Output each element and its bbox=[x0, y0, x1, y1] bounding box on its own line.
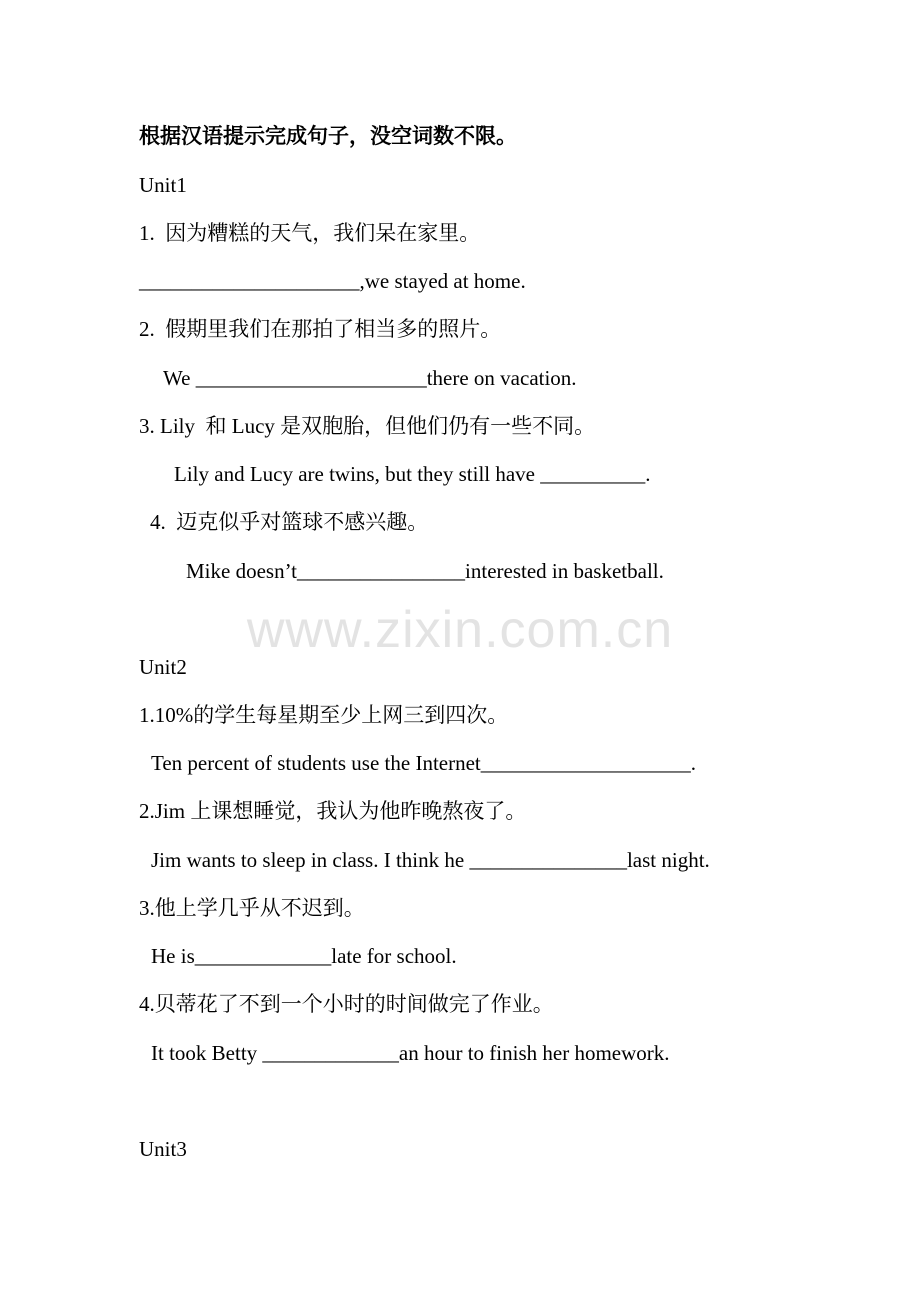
watermark: www.zixin.com.cn bbox=[246, 601, 674, 659]
unit1-q3-chinese: 3. Lily 和 Lucy 是双胞胎，但他们仍有一些不同。 bbox=[139, 414, 596, 438]
unit2-heading: Unit2 bbox=[139, 655, 187, 679]
unit2-q4-english: It took Betty _____________an hour to finish her homework. bbox=[151, 1041, 670, 1065]
unit2-q1-chinese: 1.10%的学生每星期至少上网三到四次。 bbox=[139, 703, 509, 727]
unit1-q3-english: Lily and Lucy are twins, but they still have __________. bbox=[174, 462, 651, 486]
unit2-q2-chinese: 2.Jim 上课想睡觉，我认为他昨晚熬夜了。 bbox=[139, 799, 527, 823]
unit1-q4-english: Mike doesn’t________________interested in basketball. bbox=[186, 559, 664, 583]
unit1-q2-english: We ______________________there on vacation. bbox=[163, 366, 577, 390]
unit2-q3-chinese: 3.他上学几乎从不迟到。 bbox=[139, 896, 365, 920]
unit2-q1-english: Ten percent of students use the Internet____________________. bbox=[151, 751, 696, 775]
unit1-q4-chinese: 4. 迈克似乎对篮球不感兴趣。 bbox=[150, 510, 429, 534]
unit1-q1-chinese: 1. 因为糟糕的天气，我们呆在家里。 bbox=[139, 221, 481, 245]
unit2-q3-english: He is_____________late for school. bbox=[151, 944, 457, 968]
unit1-q2-chinese: 2. 假期里我们在那拍了相当多的照片。 bbox=[139, 317, 502, 341]
unit3-heading: Unit3 bbox=[139, 1137, 187, 1161]
page-title: 根据汉语提示完成句子，没空词数不限。 bbox=[139, 124, 517, 148]
unit1-heading: Unit1 bbox=[139, 173, 187, 197]
unit2-q2-english: Jim wants to sleep in class. I think he _______________last night. bbox=[151, 848, 710, 872]
unit2-q4-chinese: 4.贝蒂花了不到一个小时的时间做完了作业。 bbox=[139, 992, 554, 1016]
unit1-q1-english: _____________________,we stayed at home. bbox=[139, 269, 526, 293]
